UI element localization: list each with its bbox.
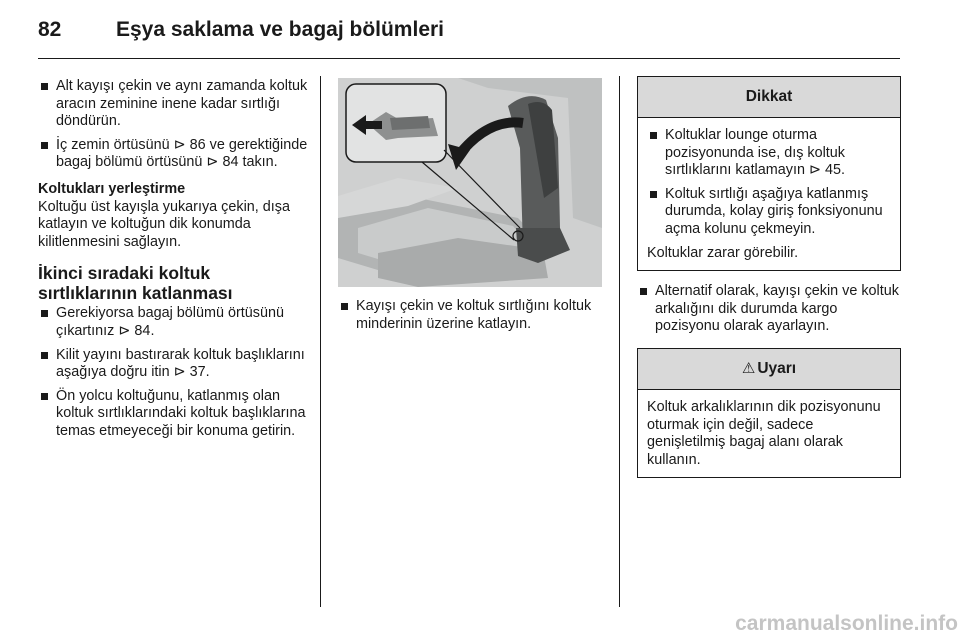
column-divider-1 <box>320 76 321 607</box>
list-item: Alt kayışı çekin ve aynı zamanda koltuk aracın zeminine inene kadar sırtlığı döndürün. <box>38 78 313 131</box>
header-divider <box>38 58 900 59</box>
list-item: İç zemin örtüsünü ⊳ 86 ve gerektiğinde bagaj bölümü örtüsünü ⊳ 84 takın. <box>38 137 313 172</box>
list-item: Gerekiyorsa bagaj bölümü örtüsünü çıkartınız ⊳ 84. <box>38 305 313 340</box>
seat-folding-illustration <box>338 78 602 287</box>
warning-body <box>638 390 900 477</box>
left-column <box>38 78 313 447</box>
list-item: Koltuk sırtlığı aşağıya katlanmış durumda, kolay giriş fonksiyonunu açma kolunu çekmeyin. <box>647 186 891 239</box>
notice-title: Dikkat <box>638 77 900 118</box>
list-item: Koltuklar lounge oturma pozisyonunda ise, dış koltuk sırtlıklarını katlamayın ⊳ 45. <box>647 127 891 180</box>
warning-box <box>637 348 901 478</box>
column-divider-2 <box>619 76 620 607</box>
list-item: Kilit yayını bastırarak koltuk başlıklarını aşağıya doğru itin ⊳ 37. <box>38 347 313 382</box>
watermark: carmanualsonline.info <box>735 612 958 635</box>
paragraph-placing-seats: Koltuğu üst kayışla yukarıya çekin, dışa katlayın ve koltuğun dik konumda kilitlenmesini sağlayın. <box>38 198 290 250</box>
subheading-placing-seats: Koltukları yerleştirme <box>38 180 186 197</box>
middle-column <box>338 298 608 339</box>
notice-box <box>637 76 901 271</box>
list-item: Alternatif olarak, kayışı çekin ve koltuk arkalığını dik durumda kargo pozisyonu olarak ayarlayın. <box>637 283 901 336</box>
warning-title: Uyarı <box>757 359 797 377</box>
warning-triangle-icon: ⚠ <box>741 359 756 377</box>
notice-footer: Koltuklar zarar görebilir. <box>647 244 799 261</box>
list-item: Kayışı çekin ve koltuk sırtlığını koltuk minderinin üzerine katlayın. <box>338 298 608 333</box>
page-number: 82 <box>38 18 62 41</box>
warning-header <box>638 349 900 390</box>
page-title: Eşya saklama ve bagaj bölümleri <box>116 18 445 41</box>
section-heading-second-row: İkinci sıradaki koltuk sırtlıklarının katlanması <box>38 263 233 304</box>
right-column <box>637 76 901 490</box>
warning-text: Koltuk arkalıklarının dik pozisyonunu oturmak için değil, sadece genişletilmiş bagaj alanı olarak kullanın. <box>647 398 881 468</box>
list-item: Ön yolcu koltuğunu, katlanmış olan koltuk sırtlıklarındaki koltuk başlıklarına temas etmeyeceği bir konuma getirin. <box>38 388 313 441</box>
notice-body <box>638 118 900 270</box>
